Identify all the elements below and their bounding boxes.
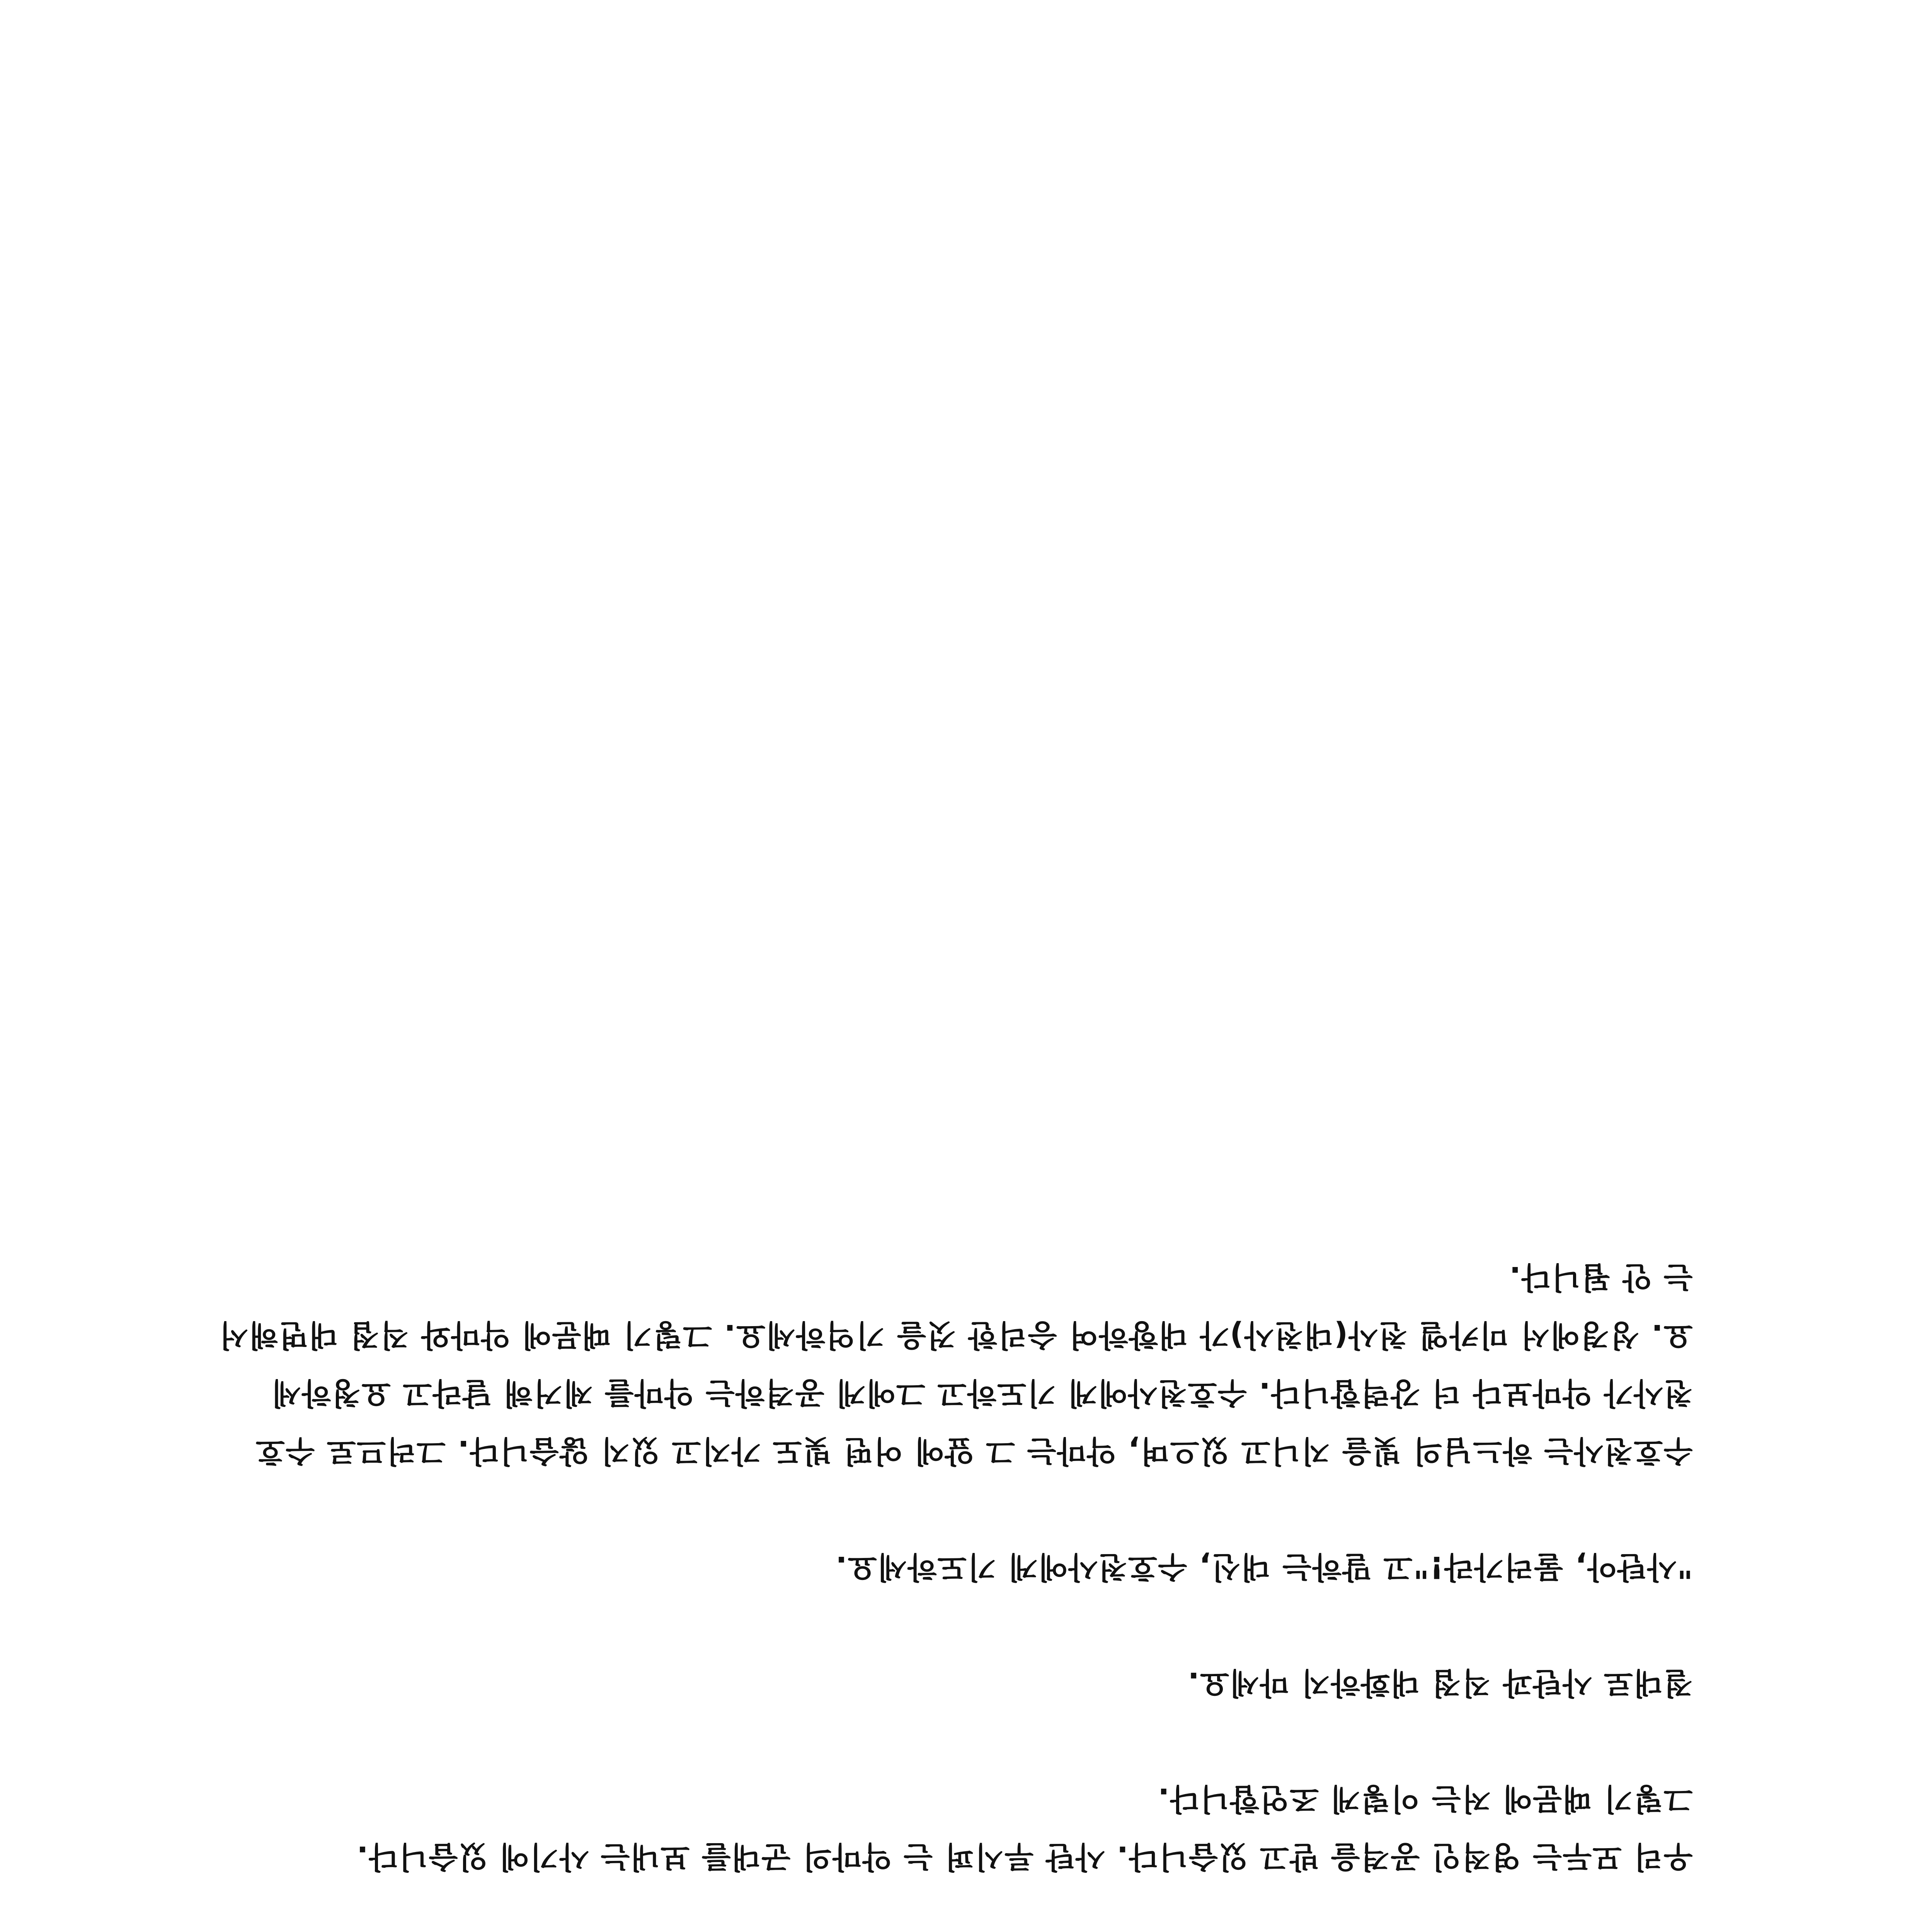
paragraph-5-line: 천사가 악마보다 더 강력합니다. 수호천사에게 기도하고 그에게 공격하는 악마를 제거해 달라고 요청하세 (271, 1376, 1693, 1410)
paragraph-4-line: "사탄아, 물러가라!"고 말하는 대신, 수호천사에게 기도하세요. (835, 1549, 1693, 1584)
paragraph-5-line: 수호천사는 하느님의 빛을 지니고 있으며, 악마는 그 앞에 어떤 빛도 가지고 있지 않습니다. 그러므로 수호 (255, 1434, 1693, 1468)
spacer (186, 1712, 1693, 1770)
paragraph-2-line: 우리 모두는 영적인 공격을 받고 있습니다. 사탄 루시퍼 는 악마의 군대를 보내는 사기에 있습니다. (356, 1839, 1693, 1874)
paragraph-2-line: 그렇기 때문에 저는 이렇게 조언합니다. (1157, 1781, 1693, 1816)
spacer (186, 1596, 1693, 1654)
rotated-text-block (186, 1229, 1693, 1932)
paragraph-5-line: 는 안 됩니다. (1508, 1260, 1693, 1294)
paragraph-5-line: 요. 성경에서 미카엘 천사(대천사)가 대항하여 승리한 것을 기억하세요. 그렇기 때문에 악마와 직접 대면해서 (218, 1318, 1693, 1352)
spacer (186, 1886, 1693, 1932)
spacer (186, 1480, 1693, 1538)
paragraph-3-line: 절대로 사탄과 직접 대화하지 마세요. (1187, 1665, 1693, 1700)
